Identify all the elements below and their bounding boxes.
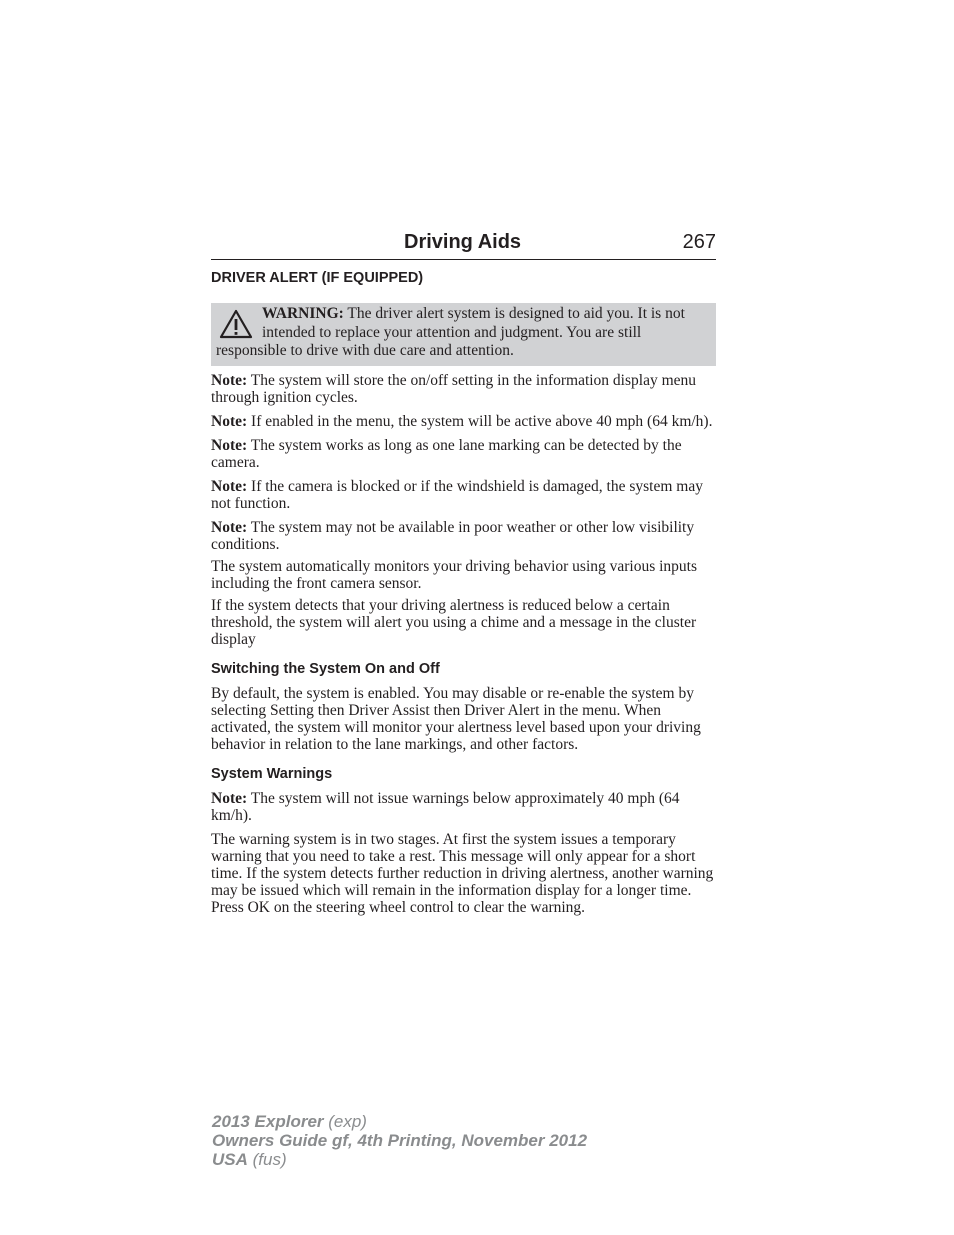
footer-model-code: (exp) [323, 1112, 367, 1131]
warnings-paragraph: The warning system is in two stages. At first the system issues a temporary warning that you need to take a rest. This message will only appear for a short time. If the system detects further reduction in driving alertness, another warning may be issued which will remain in the information display for a longer time. Press OK on the steering wheel control to clear the warning. [211, 830, 714, 916]
note-4 [211, 478, 716, 512]
note-2 [211, 413, 716, 430]
note-text: The system may not be available in poor weather or other low visibility conditions. [211, 518, 695, 553]
note-label: Note: [211, 518, 248, 536]
note-label: Note: [211, 436, 248, 454]
page-header [211, 228, 716, 260]
footer-market-code: (fus) [247, 1150, 287, 1169]
warnings-note [211, 790, 716, 824]
switching-paragraph: By default, the system is enabled. You may disable or re-enable the system by selecting Setting then Driver Assist then Driver Alert in the menu. When activated, the system will monitor your alertness level based upon your driving behavior in relation to the lane markings, and other factors. [211, 684, 701, 753]
warning-triangle-icon [219, 309, 253, 339]
note-label: Note: [211, 789, 248, 807]
note-text: If the camera is blocked or if the windshield is damaged, the system may not function. [211, 477, 703, 512]
section-title: DRIVER ALERT (IF EQUIPPED) [211, 270, 424, 286]
note-5 [211, 519, 716, 553]
note-label: Note: [211, 371, 248, 389]
page-number: 267 [682, 231, 716, 253]
note-text: The system works as long as one lane marking can be detected by the camera. [211, 436, 682, 471]
footer-line-3 [212, 1150, 587, 1169]
note-label: Note: [211, 477, 248, 495]
note-text: If enabled in the menu, the system will be active above 40 mph (64 km/h). [247, 412, 713, 430]
subsection-title-warnings: System Warnings [211, 765, 333, 782]
warning-box [211, 303, 716, 366]
footer-market: USA [212, 1150, 248, 1169]
body-paragraph-1: The system automatically monitors your driving behavior using various inputs including the front camera sensor. [211, 557, 698, 592]
subsection-title-switching: Switching the System On and Off [211, 660, 440, 677]
footer-line-2: Owners Guide gf, 4th Printing, November 2012 [212, 1131, 588, 1150]
note-label: Note: [211, 412, 248, 430]
warning-label: WARNING: [262, 305, 344, 322]
note-text: The system will store the on/off setting in the information display menu through ignition cycles. [211, 371, 697, 406]
page-footer [212, 1112, 587, 1169]
footer-line-1 [212, 1112, 587, 1131]
footer-model: 2013 Explorer [212, 1112, 324, 1131]
note-text: The system will not issue warnings below approximately 40 mph (64 km/h). [211, 789, 680, 824]
note-1 [211, 372, 716, 406]
body-paragraph-2: If the system detects that your driving alertness is reduced below a certain threshold, the system will alert you using a chime and a message in the cluster display [211, 596, 697, 648]
manual-page [211, 228, 716, 923]
note-3 [211, 437, 716, 471]
warning-text: The driver alert system is designed to aid you. It is not intended to replace your attention and judgment. You are still responsible to drive with due care and attention. [216, 305, 685, 359]
chapter-title: Driving Aids [404, 231, 522, 253]
